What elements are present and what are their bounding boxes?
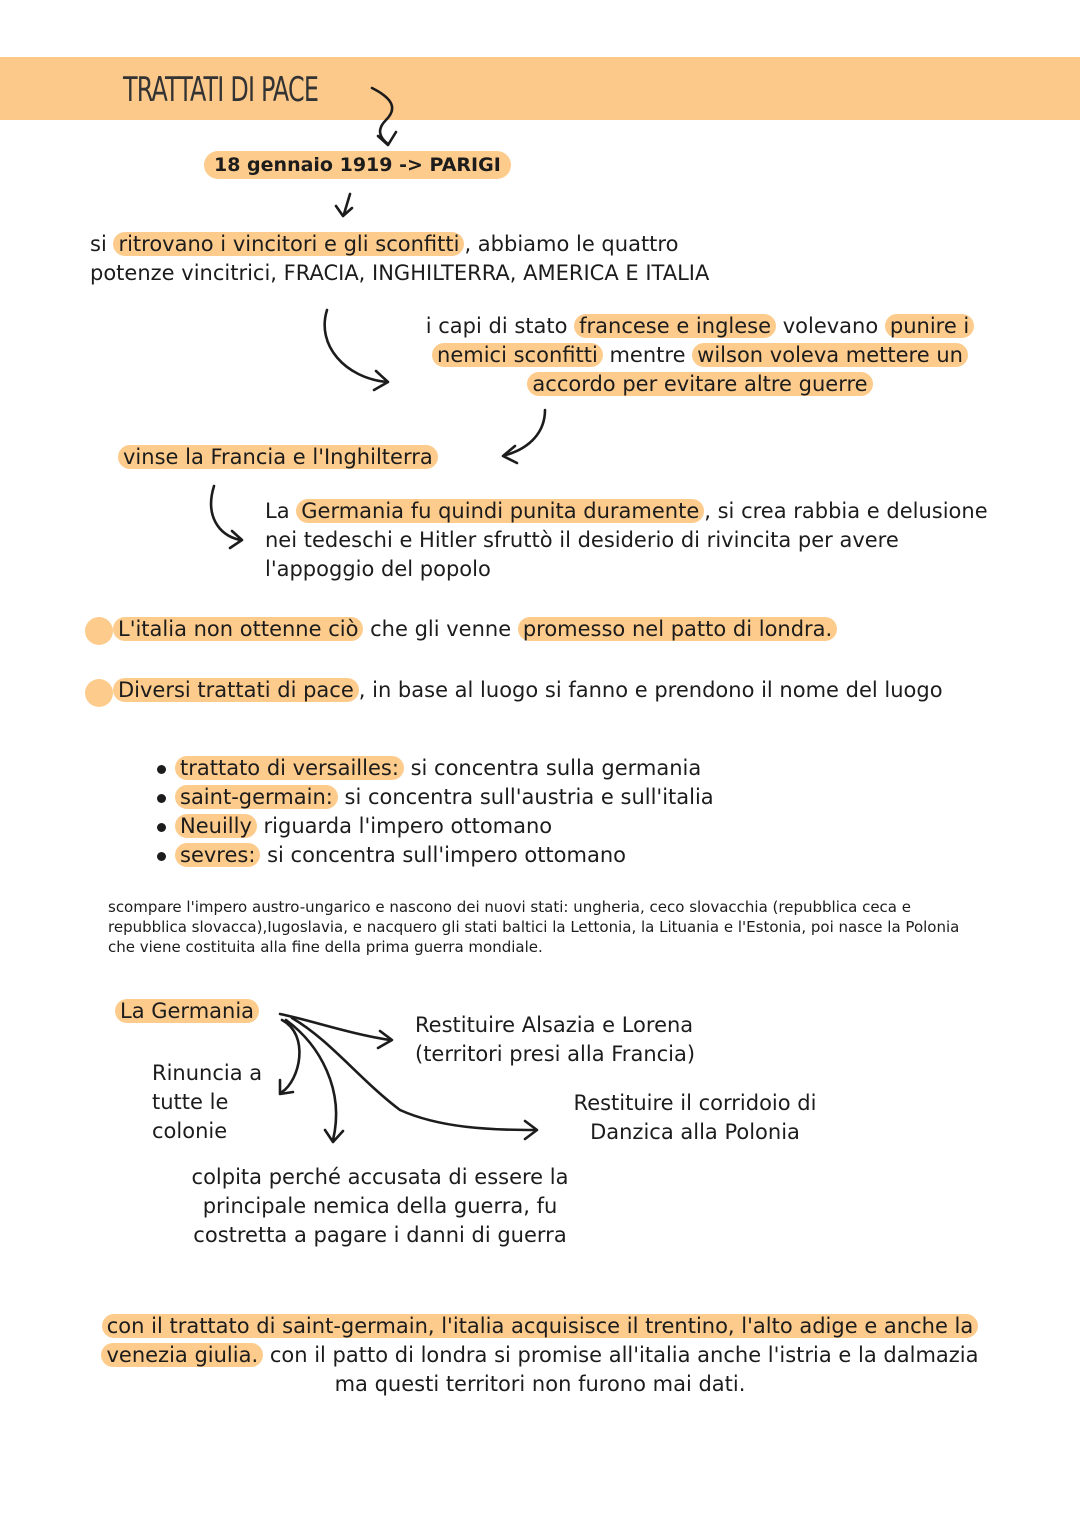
germany-punished-p1: La xyxy=(265,499,297,523)
intro-pre: si xyxy=(90,232,114,256)
bullet-dot xyxy=(85,679,113,707)
austria-note: scompare l'impero austro-ungarico e nascono dei nuovi stati: ungheria, ceco slovacchia (repubblica ceca e repubblica slovacca),Iugoslavia, e nacquero gli stati baltici la Lettonia, la Lituania e l'Estonia, poi nasce la Polonia che viene costituita alla fine della prima guerra mondiale. xyxy=(108,898,960,956)
italy-h1: L'italia non ottenne ciò xyxy=(113,617,363,641)
arrow-germany-to-colonie-head xyxy=(280,1080,293,1094)
treaty-item: sevres: si concentra sull'impero ottomano xyxy=(157,841,917,870)
leaders-p2: volevano xyxy=(776,314,885,338)
intro-post: , abbiamo le quattro xyxy=(464,232,679,256)
treaties-intro-h1: Diversi trattati di pace xyxy=(113,678,359,702)
italy-p1: che gli venne xyxy=(363,617,518,641)
germany-punished-p2: , si crea rabbia e delusione nei tedeschi e Hitler sfruttò il desiderio di rivincita per avere l'appoggio del popolo xyxy=(265,499,988,581)
colpita-text: colpita perché accusata di essere la principale nemica della guerra, fu costretta a pagare i danni di guerra xyxy=(191,1165,569,1247)
leaders-text xyxy=(395,312,1005,399)
danzica-text: Restituire il corridoio di Danzica alla Polonia xyxy=(573,1091,817,1144)
arrow-germany-to-colonie xyxy=(282,1020,299,1092)
arrow-germany-to-alsazia xyxy=(280,1014,390,1040)
germany-punished-text xyxy=(265,497,995,584)
intro-highlight: ritrovano i vincitori e gli sconfitti xyxy=(113,232,464,256)
arrow-intro-to-leaders xyxy=(325,310,387,382)
italy-text xyxy=(113,615,993,644)
arrow-germany-to-alsazia-head xyxy=(378,1031,392,1048)
arrow-winners-to-germany xyxy=(211,486,240,540)
germany-punished-h1: Germania fu quindi punita duramente xyxy=(296,499,704,523)
germania-label-text: La Germania xyxy=(115,999,259,1023)
germania-label xyxy=(115,997,259,1026)
arrow-germany-to-colpita-head xyxy=(325,1130,343,1142)
treaty-item: trattato di versailles: si concentra sulla germania xyxy=(157,754,917,783)
arrow-winners-to-germany-head xyxy=(230,531,242,548)
leaders-h3: wilson voleva mettere un accordo per evitare altre guerre xyxy=(527,343,968,396)
treaty-item: saint-germain: si concentra sull'austria e sull'italia xyxy=(157,783,917,812)
arrow-title-to-date-head xyxy=(378,132,396,145)
intro-line2: potenze vincitrici, FRACIA, INGHILTERRA, AMERICA E ITALIA xyxy=(90,261,710,285)
intro-text xyxy=(90,230,810,288)
treaties-intro-text xyxy=(113,676,973,705)
date-badge: 18 gennaio 1919 -> PARIGI xyxy=(204,151,511,179)
treaties-list xyxy=(157,754,917,870)
conclusion-text xyxy=(90,1312,990,1399)
leaders-p1: i capi di stato xyxy=(425,314,575,338)
page-title: TRATTATI DI PACE xyxy=(123,70,319,110)
arrow-date-to-intro xyxy=(344,194,350,214)
winners-highlight: vinse la Francia e l'Inghilterra xyxy=(118,445,438,469)
arrow-leaders-to-winners-head xyxy=(503,446,517,463)
arrow-germany-to-danzica-head xyxy=(525,1121,537,1139)
bullet-dot xyxy=(85,617,113,645)
leaders-h2: punire i nemici sconfitti xyxy=(432,314,974,367)
arrow-germany-to-colpita xyxy=(286,1020,336,1140)
italy-h2: promesso nel patto di londra. xyxy=(518,617,837,641)
treaties-intro-p1: , in base al luogo si fanno e prendono il nome del luogo xyxy=(358,678,943,702)
alsazia-text: Restituire Alsazia e Lorena (territori presi alla Francia) xyxy=(415,1013,696,1066)
arrow-intro-to-leaders-head xyxy=(374,371,388,390)
conclusion-h1: con il trattato di saint-germain, l'italia acquisisce il trentino, l'alto adige e anche la venezia giulia. xyxy=(101,1314,978,1367)
colonie-text: Rinuncia a tutte le colonie xyxy=(152,1061,263,1143)
arrow-date-to-intro-head xyxy=(336,206,352,216)
treaty-item: Neuilly riguarda l'impero ottomano xyxy=(157,812,917,841)
conclusion-p1: con il patto di londra si promise all'italia anche l'istria e la dalmazia ma questi territori non furono mai dati. xyxy=(263,1343,979,1396)
arrow-leaders-to-winners xyxy=(506,410,545,455)
leaders-h1: francese e inglese xyxy=(574,314,776,338)
leaders-p3: mentre xyxy=(602,343,693,367)
winners-text xyxy=(118,443,438,472)
